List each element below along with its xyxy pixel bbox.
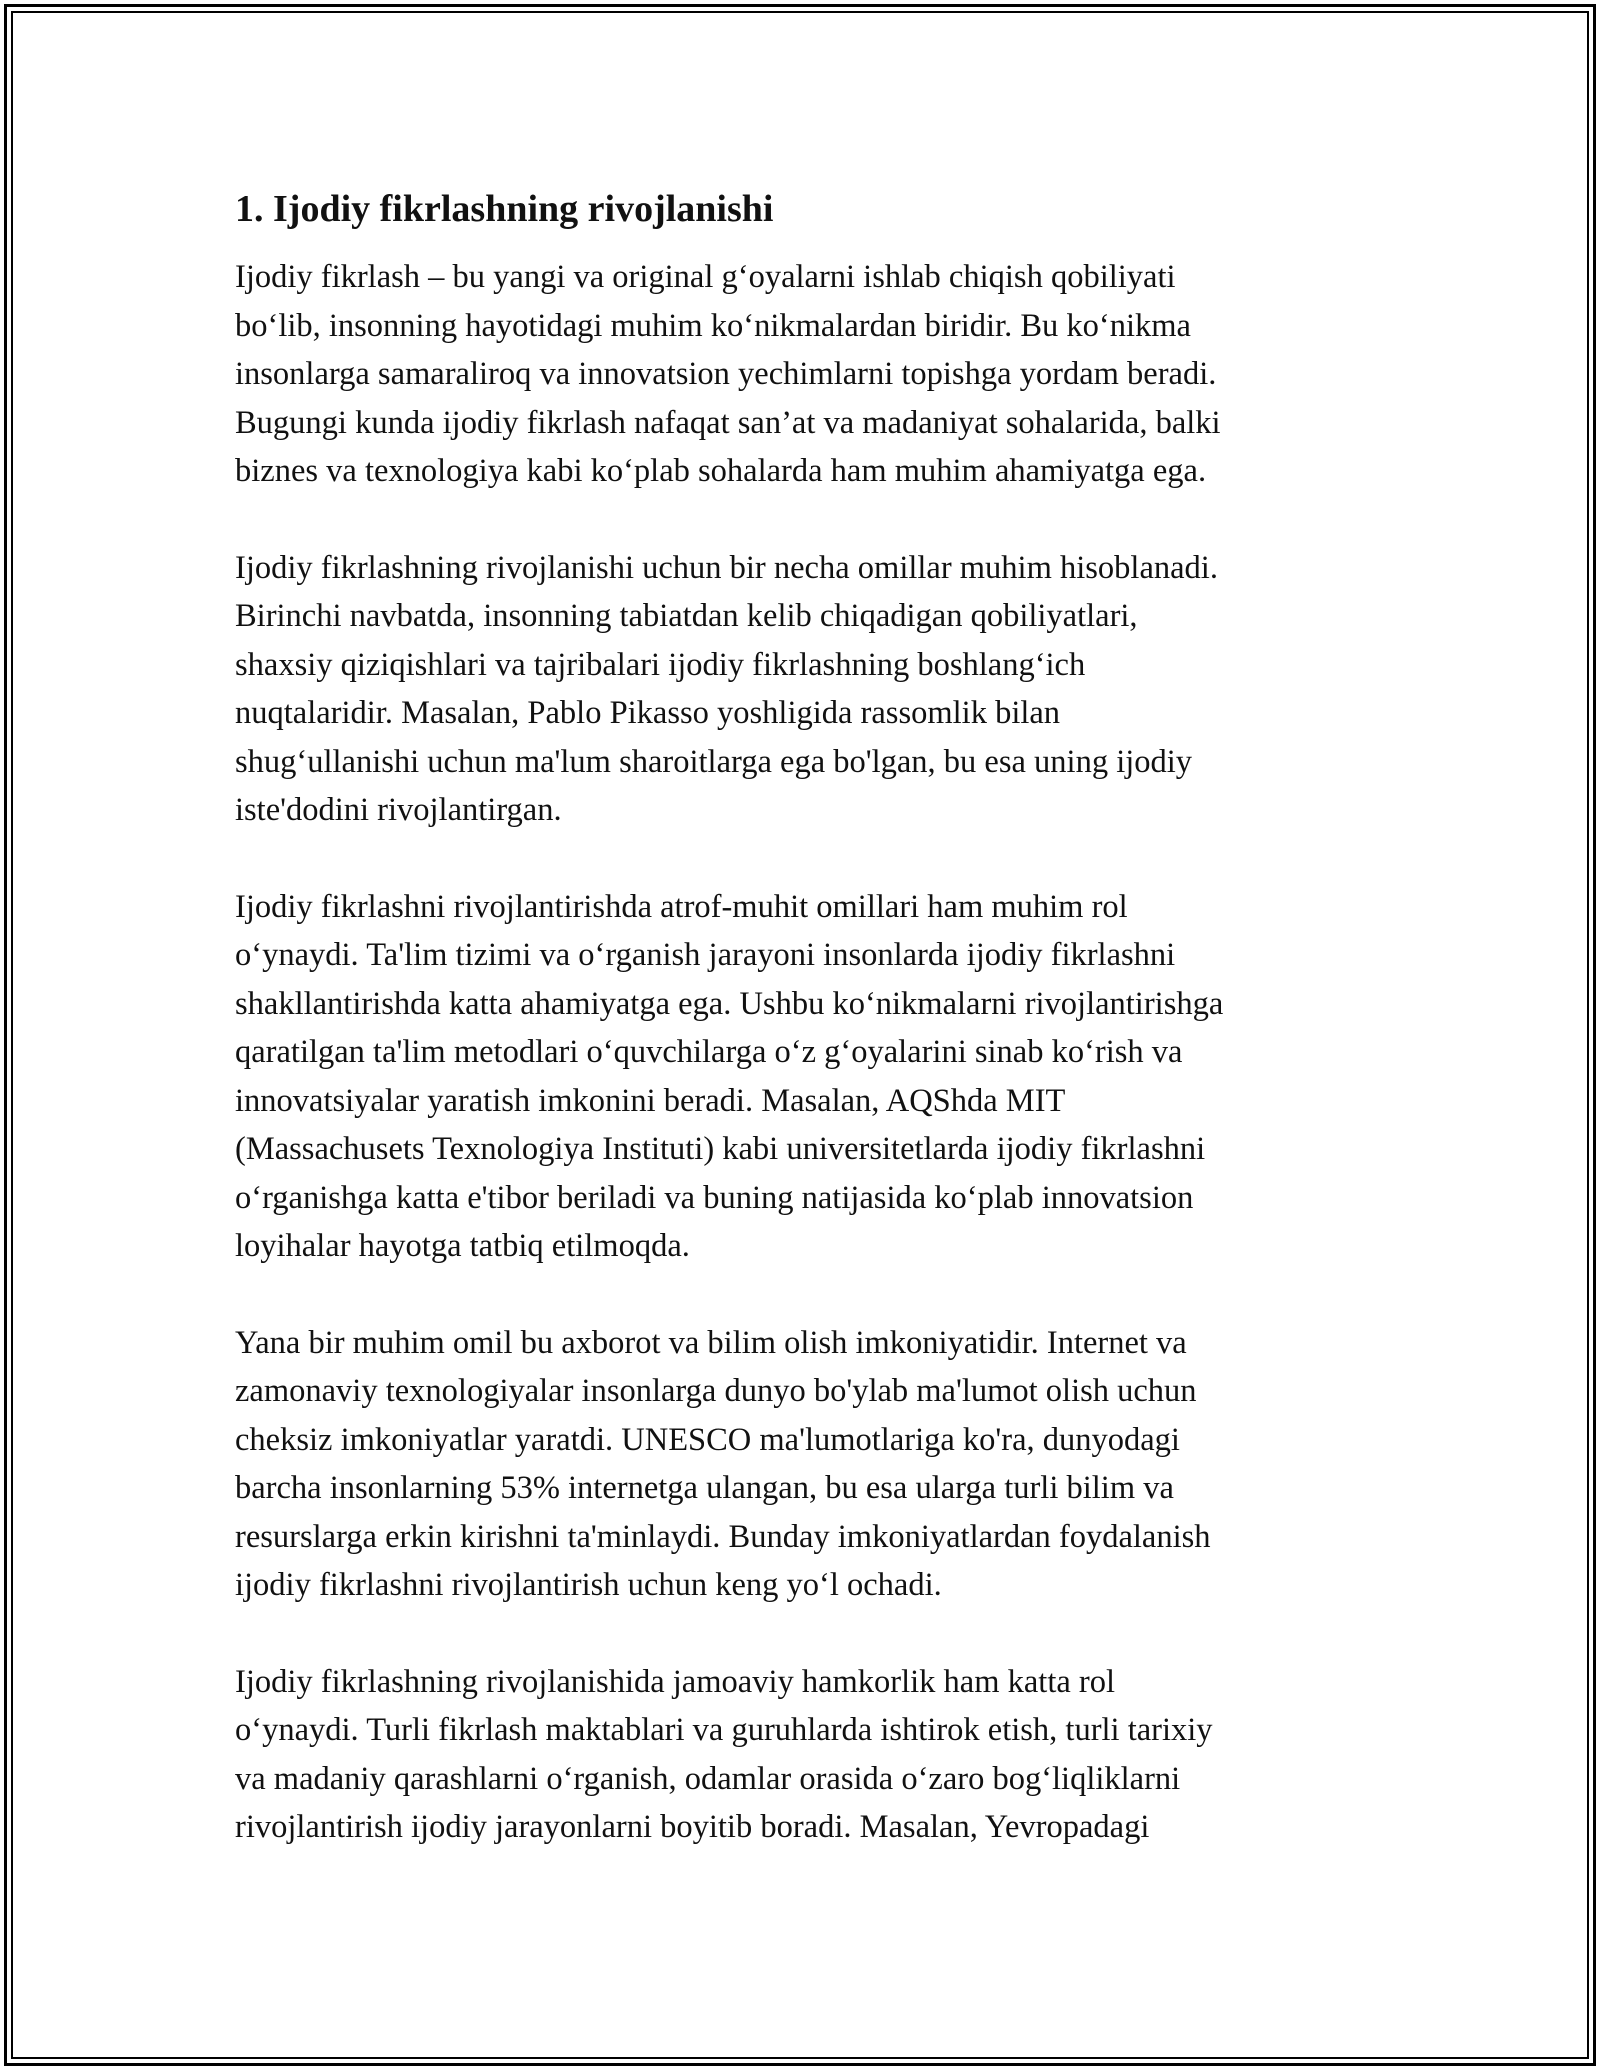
- text-line: o‘rganishga katta e'tibor beriladi va buning natijasida ko‘plab innovatsion: [235, 1179, 1194, 1216]
- text-line: ijodiy fikrlashni rivojlantirish uchun keng yo‘l ochadi.: [235, 1567, 942, 1603]
- text-line: iste'dodini rivojlantirgan.: [235, 792, 562, 828]
- text-line: Ijodiy fikrlashning rivojlanishi uchun bir necha omillar muhim hisoblanadi.: [235, 549, 1218, 586]
- text-line: Yana bir muhim omil bu axborot va bilim olish imkoniyatidir. Internet va: [235, 1324, 1187, 1361]
- paragraph-2: [235, 544, 1365, 835]
- text-line: innovatsiyalar yaratish imkonini beradi. Masalan, AQShda MIT: [235, 1082, 1066, 1119]
- paragraph-1: [235, 253, 1365, 496]
- paragraph-4: [235, 1319, 1365, 1610]
- text-line: Birinchi navbatda, insonning tabiatdan kelib chiqadigan qobiliyatlari,: [235, 598, 1138, 634]
- text-line: rivojlantirish ijodiy jarayonlarni boyitib boradi. Masalan, Yevropadagi: [235, 1809, 1150, 1845]
- text-line: (Massachusets Texnologiya Instituti) kabi universitetlarda ijodiy fikrlashni: [235, 1131, 1206, 1167]
- text-line: o‘ynaydi. Turli fikrlash maktablari va guruhlarda ishtirok etish, turli tarixiy: [235, 1712, 1213, 1748]
- text-line: Ijodiy fikrlashni rivojlantirishda atrof-muhit omillari ham muhim rol: [235, 888, 1128, 925]
- text-line: barcha insonlarning 53% internetga ulangan, bu esa ularga turli bilim va: [235, 1470, 1174, 1506]
- text-line: Ijodiy fikrlash – bu yangi va original g‘oyalarni ishlab chiqish qobiliyati: [235, 259, 1176, 295]
- text-line: shaxsiy qiziqishlari va tajribalari ijodiy fikrlashning boshlang‘ich: [235, 646, 1086, 683]
- text-line: bo‘lib, insonning hayotidagi muhim ko‘nikmalardan biridir. Bu ko‘nikma: [235, 307, 1191, 344]
- text-line: Ijodiy fikrlashning rivojlanishida jamoaviy hamkorlik ham katta rol: [235, 1663, 1116, 1700]
- text-line: qaratilgan ta'lim metodlari o‘quvchilarga o‘z g‘oyalarini sinab ko‘rish va: [235, 1034, 1183, 1070]
- paragraph-list: [235, 253, 1365, 1852]
- text-line: insonlarga samaraliroq va innovatsion yechimlarni topishga yordam beradi.: [235, 356, 1217, 392]
- text-line: cheksiz imkoniyatlar yaratdi. UNESCO ma'lumotlariga ko'ra, dunyodagi: [235, 1421, 1180, 1458]
- document-body: [235, 185, 1365, 1852]
- text-line: o‘ynaydi. Ta'lim tizimi va o‘rganish jarayoni insonlarda ijodiy fikrlashni: [235, 937, 1176, 973]
- paragraph-5: [235, 1658, 1365, 1852]
- paragraph-3: [235, 883, 1365, 1271]
- text-line: loyihalar hayotga tatbiq etilmoqda.: [235, 1228, 690, 1264]
- text-line: Bugungi kunda ijodiy fikrlash nafaqat san’at va madaniyat sohalarida, balki: [235, 404, 1221, 441]
- text-line: zamonaviy texnologiyalar insonlarga dunyo bo'ylab ma'lumot olish uchun: [235, 1373, 1197, 1409]
- text-line: va madaniy qarashlarni o‘rganish, odamlar orasida o‘zaro bog‘liqliklarni: [235, 1760, 1181, 1797]
- text-line: shug‘ullanishi uchun ma'lum sharoitlarga ega bo'lgan, bu esa uning ijodiy: [235, 743, 1193, 780]
- text-line: nuqtalaridir. Masalan, Pablo Pikasso yoshligida rassomlik bilan: [235, 695, 1061, 731]
- text-line: resurslarga erkin kirishni ta'minlaydi. Bunday imkoniyatlardan foydalanish: [235, 1518, 1211, 1555]
- text-line: biznes va texnologiya kabi ko‘plab sohalarda ham muhim ahamiyatga ega.: [235, 453, 1207, 489]
- section-heading: 1. Ijodiy fikrlashning rivojlanishi: [235, 188, 774, 230]
- text-line: shakllantirishda katta ahamiyatga ega. Ushbu ko‘nikmalarni rivojlantirishga: [235, 985, 1224, 1022]
